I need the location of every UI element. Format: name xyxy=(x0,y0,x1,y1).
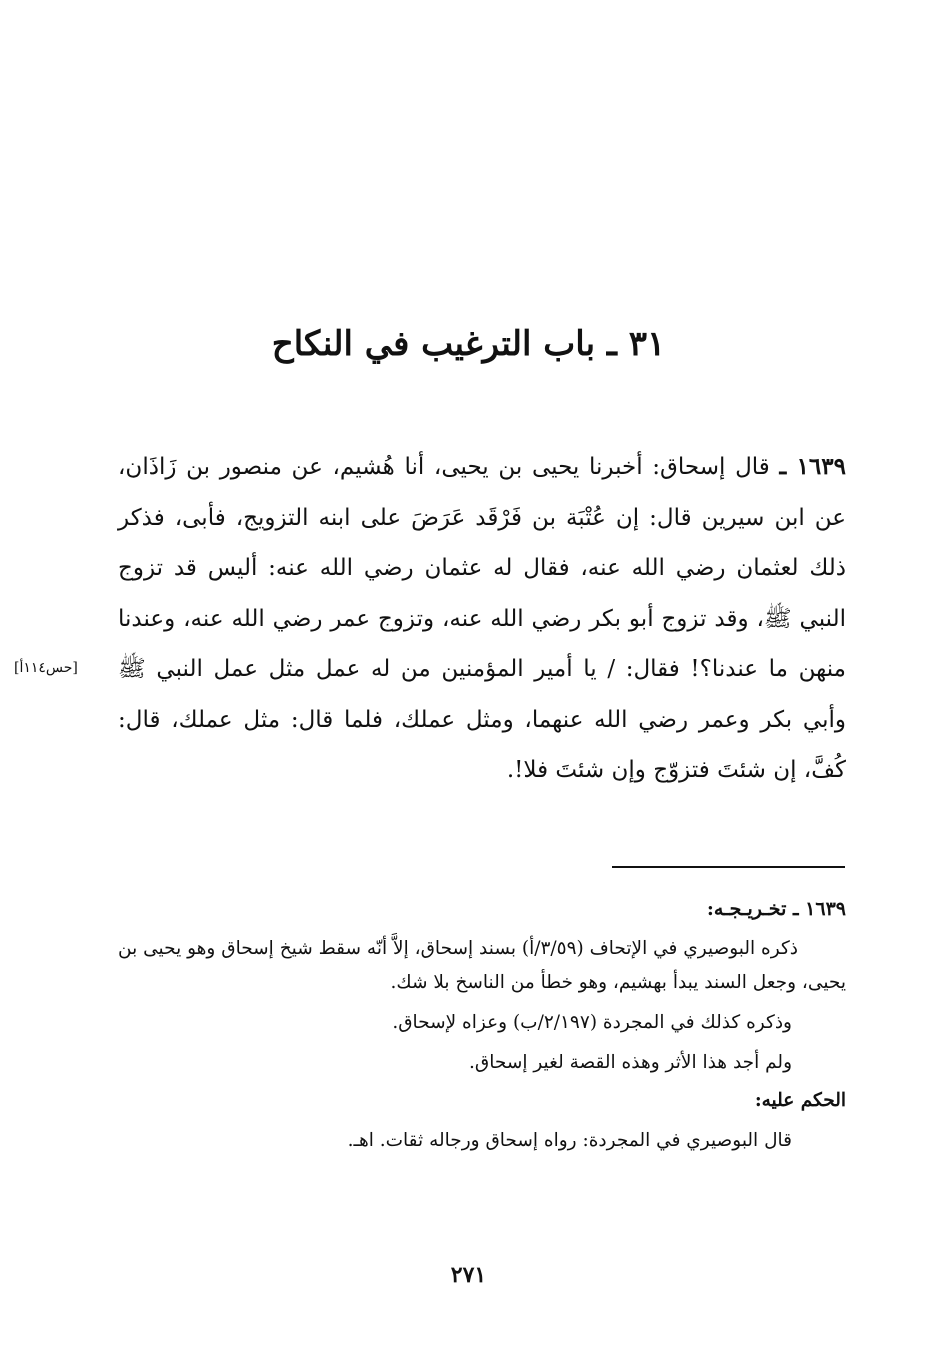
hadith-body: قال إسحاق: أخبرنا يحيى بن يحيى، أنا هُشيم، عن منصور بن زَاذَان، عن ابن سيرين قال: إن عُتْبَة بن فَرْقَد عَرَضَ على ابنه التزويج، فأبى، فذكر ذلك لعثمان رضي الله عنه، فقال له عثمان رضي الله عنه: أليس قد تزوج النبي ﷺ، وقد تزوج أبو بكر رضي الله عنه، وتزوج عمر رضي الله عنه، وعندنا منهن ما عندنا؟! فقال: / يا أمير المؤمنين من له عمل مثل عمل النبي ﷺ وأبي بكر وعمر رضي الله عنهما، ومثل عملك، فلما قال: مثل عملك، قال: كُفَّ، إن شئتَ فتزوّج وإن شئتَ فلا!. xyxy=(118,454,846,783)
chapter-title: ٣١ ـ باب الترغيب في النكاح xyxy=(271,324,666,364)
takhrij-line-not-found: ولم أجد هذا الأثر وهذه القصة لغير إسحاق. xyxy=(469,1052,792,1073)
ruling-heading: الحكم عليه: xyxy=(754,1090,846,1111)
manuscript-margin-note: [حس١١٤أ] xyxy=(14,660,78,676)
takhrij-line-mujarrada: وذكره كذلك في المجردة (٢/١٩٧/ب) وعزاه لإسحاق. xyxy=(392,1012,792,1033)
takhrij-heading: ١٦٣٩ ـ تخـريـجـه: xyxy=(706,898,846,920)
footnote-divider xyxy=(612,866,845,868)
ruling-text: قال البوصيري في المجردة: رواه إسحاق ورجاله ثقات. اهـ. xyxy=(347,1130,792,1151)
takhrij-paragraph: ذكره البوصيري في الإتحاف (٣/٥٩/أ) بسند إسحاق، إلاَّ أنّه سقط شيخ إسحاق وهو يحيى بن يحيى، وجعل السند يبدأ بهشيم، وهو خطأ من الناسخ بلا شك. xyxy=(118,938,846,993)
hadith-text-block xyxy=(118,442,846,796)
footnotes-section xyxy=(118,892,846,1158)
page-number: ٢٧١ xyxy=(450,1262,487,1288)
hadith-number: ١٦٣٩ ـ xyxy=(779,453,846,480)
